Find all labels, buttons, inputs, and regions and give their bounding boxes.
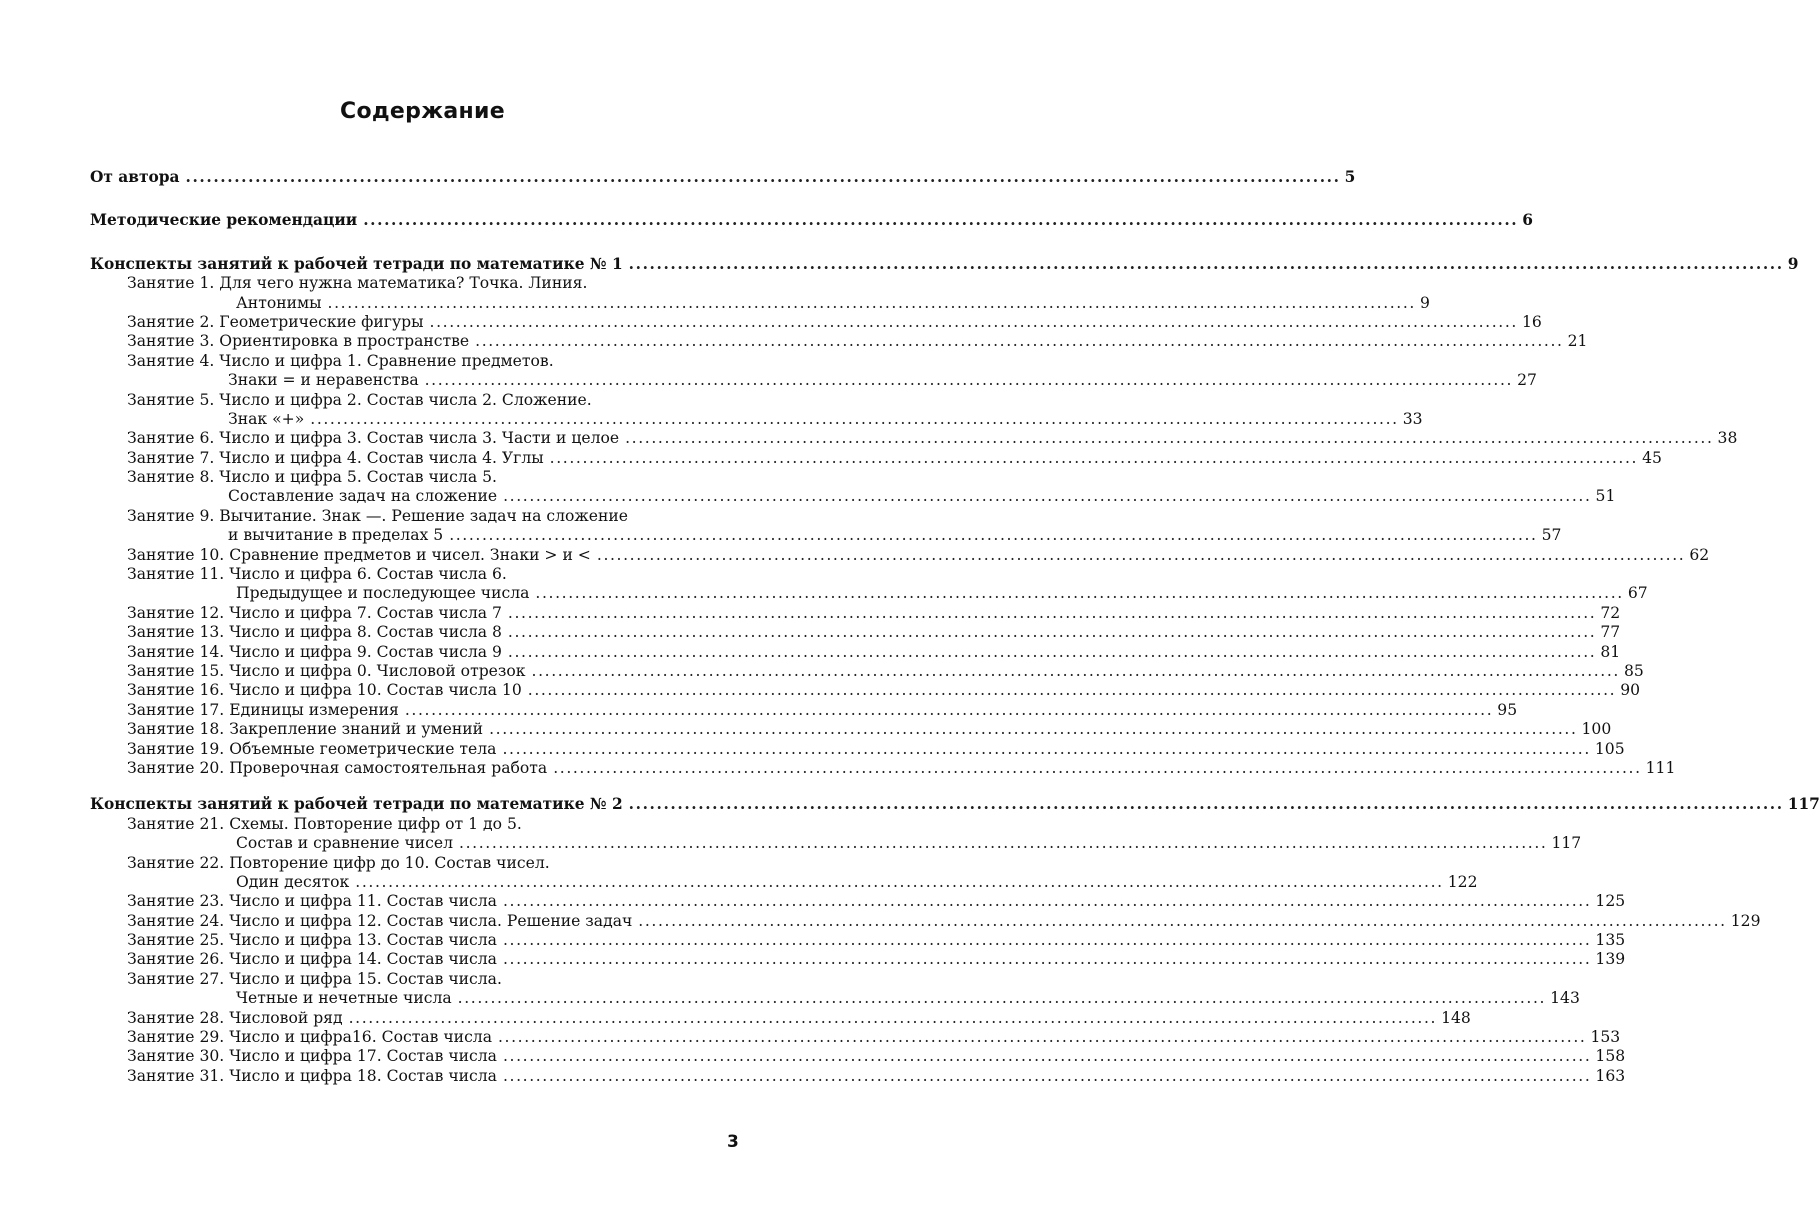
- dot-leader: ......................................................................................................................................................................: [535, 584, 1624, 603]
- dot-leader: ......................................................................................................................................................................: [502, 931, 1592, 950]
- toc-entry-label: Занятие 20. Проверочная самостоятельная работа: [127, 758, 548, 777]
- toc-lesson-line[interactable]: Занятие 11. Число и цифра 6. Состав числа 6.: [127, 565, 507, 584]
- toc-entry-label: Занятие 18. Закрепление знаний и умений: [127, 720, 484, 739]
- toc-entry-page: 62: [1689, 545, 1710, 564]
- toc-lesson-line[interactable]: Занятие 5. Число и цифра 2. Состав числа 2. Сложение.: [127, 390, 592, 409]
- dot-leader: ......................................................................................................................................................................: [404, 700, 1494, 719]
- toc-entry-page: 135: [1595, 931, 1626, 950]
- toc-entry-page: 143: [1550, 989, 1580, 1008]
- dot-leader: ......................................................................................................................................................................: [628, 254, 1784, 273]
- toc-lesson[interactable]: [90, 293, 1430, 313]
- toc-entry-label: Четные и нечетные числа: [236, 989, 452, 1008]
- toc-entry-page: 57: [1541, 526, 1562, 545]
- toc-entry-page: 163: [1595, 1066, 1626, 1085]
- toc-entry-label: Занятие 16. Число и цифра 10. Состав числа 10: [127, 681, 522, 700]
- dot-leader: ......................................................................................................................................................................: [459, 834, 1548, 853]
- dot-leader: ......................................................................................................................................................................: [489, 720, 1578, 739]
- toc-lesson[interactable]: [90, 1047, 1626, 1066]
- toc-entry-label: Занятие 26. Число и цифра 14. Состав числа: [127, 950, 497, 969]
- toc-lesson[interactable]: [90, 603, 1621, 623]
- toc-entry-label: Занятие 3. Ориентировка в пространстве: [127, 332, 470, 351]
- page-number: 3: [727, 1132, 739, 1152]
- toc-entry-page: 67: [1627, 584, 1648, 603]
- toc-lesson-line[interactable]: Занятие 9. Вычитание. Знак —. Решение задач на сложение: [127, 506, 628, 525]
- toc-lesson[interactable]: [90, 312, 1542, 332]
- toc-entry-label: Занятие 28. Числовой ряд: [127, 1008, 343, 1027]
- toc-entry-label: Занятие 6. Число и цифра 3. Состав числа 3. Части и целое: [127, 429, 620, 448]
- toc-lesson[interactable]: [90, 739, 1625, 759]
- toc-entry-label: Занятие 17. Единицы измерения: [127, 700, 399, 719]
- toc-entry-page: 153: [1590, 1028, 1621, 1046]
- dot-leader: ......................................................................................................................................................................: [507, 623, 1597, 642]
- toc-entry-page: 45: [1642, 448, 1662, 467]
- toc-entry-page: 117: [1551, 834, 1582, 853]
- toc-entry-page: 90: [1620, 681, 1641, 700]
- dot-leader: ......................................................................................................................................................................: [424, 371, 1514, 390]
- toc-lesson-line[interactable]: Занятие 1. Для чего нужна математика? Точка. Линия.: [127, 274, 588, 293]
- toc-lesson[interactable]: [90, 332, 1588, 351]
- toc-entry-page: 125: [1595, 892, 1626, 911]
- dot-leader: ......................................................................................................................................................................: [327, 293, 1416, 312]
- dot-leader: ......................................................................................................................................................................: [527, 681, 1617, 700]
- toc-lesson[interactable]: [90, 371, 1537, 390]
- toc-lesson-line[interactable]: Занятие 4. Число и цифра 1. Сравнение предметов.: [127, 351, 554, 370]
- toc-section-notebook-1[interactable]: [90, 254, 1799, 274]
- dot-leader: ......................................................................................................................................................................: [310, 409, 1399, 428]
- toc-lesson-line[interactable]: Занятие 8. Число и цифра 5. Состав числа 5.: [127, 468, 497, 487]
- page-title: Содержание: [340, 99, 505, 124]
- toc-entry-label: Занятие 30. Число и цифра 17. Состав числа: [127, 1047, 497, 1066]
- toc-entry-methods[interactable]: [90, 211, 1533, 230]
- toc-entry-page: 5: [1344, 167, 1356, 186]
- toc-entry-page: 77: [1600, 623, 1621, 642]
- toc-entry-page: 21: [1567, 332, 1588, 351]
- toc-entry-label: Занятие 10. Сравнение предметов и чисел. Знаки > и <: [127, 545, 591, 564]
- toc-entry-label: и вычитание в пределах 5: [228, 526, 444, 545]
- dot-leader: ......................................................................................................................................................................: [507, 642, 1597, 661]
- dot-leader: ......................................................................................................................................................................: [457, 989, 1547, 1008]
- dot-leader: ......................................................................................................................................................................: [507, 603, 1597, 622]
- toc-lesson[interactable]: [90, 623, 1621, 642]
- toc-entry-page: 27: [1517, 371, 1537, 390]
- dot-leader: ......................................................................................................................................................................: [355, 872, 1444, 891]
- dot-leader: ......................................................................................................................................................................: [553, 758, 1642, 777]
- toc-entry-label: Занятие 29. Число и цифра16. Состав числа: [127, 1028, 492, 1046]
- toc-lesson[interactable]: [90, 545, 1710, 565]
- toc-entry-page: 95: [1497, 700, 1518, 719]
- toc-entry-label: Занятие 31. Число и цифра 18. Состав числа: [127, 1066, 497, 1085]
- toc-entry-page: 81: [1600, 642, 1621, 661]
- toc-lesson-line[interactable]: Занятие 22. Повторение цифр до 10. Состав чисел.: [127, 853, 550, 872]
- dot-leader: ......................................................................................................................................................................: [549, 448, 1639, 467]
- toc-entry-page: 16: [1521, 312, 1542, 331]
- dot-leader: ......................................................................................................................................................................: [596, 545, 1686, 564]
- toc-entry-page: 158: [1595, 1047, 1626, 1066]
- toc-lesson[interactable]: [90, 911, 1761, 931]
- toc-entry-label: Занятие 19. Объемные геометрические тела: [127, 739, 497, 758]
- toc-entry-page: 100: [1581, 720, 1612, 739]
- toc-entry-label: Занятие 7. Число и цифра 4. Состав числа 4. Углы: [127, 448, 544, 467]
- dot-leader: ......................................................................................................................................................................: [625, 429, 1714, 448]
- toc-lesson[interactable]: [90, 526, 1562, 545]
- toc-entry-page: 6: [1522, 211, 1533, 230]
- dot-leader: ......................................................................................................................................................................: [449, 526, 1538, 545]
- toc-lesson[interactable]: [90, 1066, 1626, 1086]
- dot-leader: ......................................................................................................................................................................: [498, 1028, 1587, 1046]
- dot-leader: ......................................................................................................................................................................: [502, 892, 1592, 911]
- toc-lesson[interactable]: [90, 661, 1644, 681]
- dot-leader: ......................................................................................................................................................................: [502, 1066, 1592, 1085]
- dot-leader: ......................................................................................................................................................................: [638, 911, 1727, 930]
- toc-entry-page: 72: [1600, 603, 1621, 622]
- toc-entry-page: 129: [1730, 911, 1761, 930]
- toc-entry-label: Предыдущее и последующее числа: [236, 584, 530, 603]
- toc-entry-label: Занятие 15. Число и цифра 0. Числовой отрезок: [127, 661, 526, 680]
- toc-entry-label: Составление задач на сложение: [228, 487, 498, 506]
- toc-entry-page: 105: [1594, 739, 1625, 758]
- toc-lesson[interactable]: [90, 758, 1676, 778]
- toc-lesson[interactable]: [90, 681, 1641, 700]
- toc-lesson[interactable]: [90, 584, 1648, 603]
- toc-entry-page: 85: [1623, 661, 1644, 680]
- toc-entry-label: Занятие 14. Число и цифра 9. Состав числа 9: [127, 642, 502, 661]
- toc-entry-page: 148: [1441, 1008, 1471, 1027]
- toc-lesson[interactable]: [90, 1008, 1471, 1028]
- toc-lesson[interactable]: [90, 448, 1662, 468]
- dot-leader: ......................................................................................................................................................................: [502, 739, 1591, 758]
- toc-entry-label: Конспекты занятий к рабочей тетради по математике № 1: [90, 254, 623, 273]
- toc-entry-label: Знаки = и неравенства: [228, 371, 419, 390]
- toc-lesson[interactable]: [90, 700, 1518, 720]
- toc-entry-page: 9: [1787, 254, 1799, 273]
- toc-lesson-line[interactable]: Занятие 21. Схемы. Повторение цифр от 1 до 5.: [127, 814, 522, 833]
- toc-lesson[interactable]: [90, 642, 1621, 662]
- toc-entry-label: Занятие 12. Число и цифра 7. Состав числа 7: [127, 603, 502, 622]
- toc-lesson[interactable]: [90, 429, 1738, 448]
- toc-lesson[interactable]: [90, 1028, 1621, 1047]
- dot-leader: ......................................................................................................................................................................: [503, 487, 1592, 506]
- toc-lesson[interactable]: [90, 892, 1626, 911]
- toc-entry-page: 38: [1717, 429, 1738, 448]
- toc-entry-page: 33: [1402, 409, 1423, 428]
- dot-leader: ......................................................................................................................................................................: [502, 950, 1592, 969]
- dot-leader: ......................................................................................................................................................................: [531, 661, 1620, 680]
- toc-entry-label: Один десяток: [236, 872, 350, 891]
- toc-entry-label: Антонимы: [236, 293, 322, 312]
- toc-entry-page: 139: [1595, 950, 1626, 969]
- toc-lesson[interactable]: [90, 720, 1612, 739]
- table-of-contents: [90, 167, 1820, 1086]
- toc-lesson-line[interactable]: Занятие 27. Число и цифра 15. Состав числа.: [127, 969, 502, 988]
- toc-lesson[interactable]: [90, 487, 1616, 506]
- toc-entry-label: Конспекты занятий к рабочей тетради по математике № 2: [90, 795, 623, 814]
- dot-leader: ......................................................................................................................................................................: [502, 1047, 1592, 1066]
- toc-entry-label: Состав и сравнение чисел: [236, 834, 454, 853]
- toc-entry-page: 111: [1645, 758, 1676, 777]
- toc-entry-label: Занятие 23. Число и цифра 11. Состав числа: [127, 892, 497, 911]
- toc-entry-label: Занятие 25. Число и цифра 13. Состав числа: [127, 931, 497, 950]
- dot-leader: ......................................................................................................................................................................: [185, 167, 1341, 186]
- toc-lesson[interactable]: [90, 834, 1582, 853]
- toc-entry-page: 117: [1787, 795, 1820, 814]
- toc-entry-label: Занятие 13. Число и цифра 8. Состав числа 8: [127, 623, 502, 642]
- toc-section-notebook-2[interactable]: [90, 795, 1820, 814]
- dot-leader: ......................................................................................................................................................................: [363, 211, 1519, 230]
- toc-entry-label: Занятие 24. Число и цифра 12. Состав числа. Решение задач: [127, 911, 633, 930]
- toc-entry-page: 51: [1595, 487, 1616, 506]
- toc-entry-label: Методические рекомендации: [90, 211, 358, 230]
- toc-entry-page: 122: [1447, 872, 1478, 891]
- toc-entry-label: От автора: [90, 167, 180, 186]
- dot-leader: ......................................................................................................................................................................: [429, 312, 1518, 331]
- toc-entry-label: Знак «+»: [228, 409, 305, 428]
- toc-lesson[interactable]: [90, 989, 1580, 1008]
- dot-leader: ......................................................................................................................................................................: [348, 1008, 1438, 1027]
- toc-entry-page: 9: [1419, 293, 1430, 312]
- toc-lesson[interactable]: [90, 409, 1423, 429]
- toc-lesson[interactable]: [90, 872, 1478, 892]
- toc-lesson[interactable]: [90, 931, 1626, 950]
- dot-leader: ......................................................................................................................................................................: [475, 332, 1564, 351]
- dot-leader: ......................................................................................................................................................................: [628, 795, 1784, 814]
- toc-entry-label: Занятие 2. Геометрические фигуры: [127, 312, 424, 331]
- toc-lesson[interactable]: [90, 950, 1626, 969]
- toc-entry-author[interactable]: [90, 167, 1356, 187]
